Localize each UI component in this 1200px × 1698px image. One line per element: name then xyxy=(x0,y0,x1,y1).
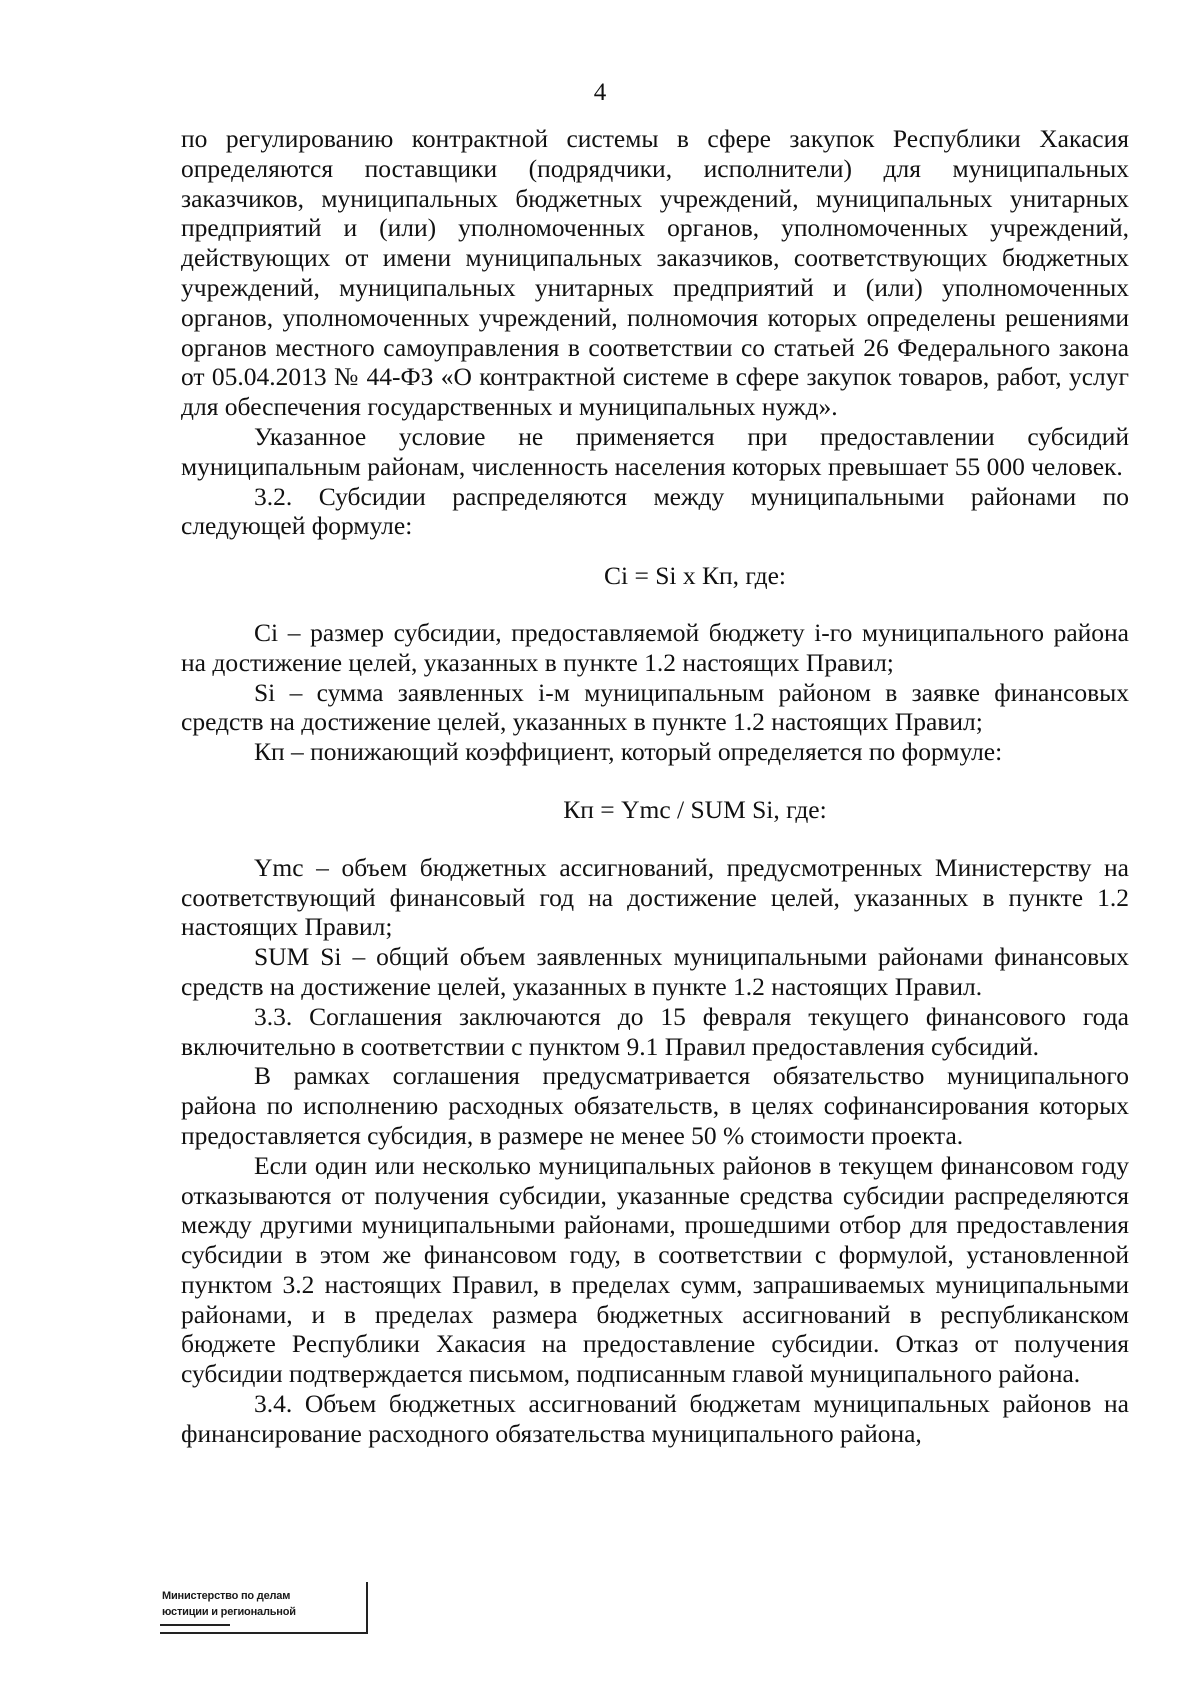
paragraph-agreement-obligation: В рамках соглашения предусматривается обязательство муниципального района по исполнению расходных обязательств, в целях софинансирования которых предоставляется субсидия, в размере не менее 50 % стоимости проекта. xyxy=(181,1061,1129,1150)
paragraph-condition-exception: Указанное условие не применяется при предоставлении субсидий муниципальным районам, численность населения которых превышает 55 000 человек. xyxy=(181,421,1129,481)
formula-coefficient: Кп = Ymc / SUM Si, где: xyxy=(563,794,827,824)
paragraph-refusal: Если один или несколько муниципальных районов в текущем финансовом году отказываются от получения субсидии, указанные средства субсидии распределяются между другими муниципальными районами, прошедшими отбор для предоставления субсидии в этом же финансовом году, в соответствии с формулой, установленной пунктом 3.2 настоящих Правил, в пределах сумм, запрашиваемых муниципальными районами, и в пределах размера бюджетных ассигнований в республиканском бюджете Республики Хакасия на предоставление субсидии. Отказ от получения субсидии подтверждается письмом, подписанным главой муниципального района. xyxy=(181,1150,1129,1389)
definition-kp: Кп – понижающий коэффициент, который определяется по формуле: xyxy=(254,737,1003,767)
document-body xyxy=(181,124,1129,1449)
page-number: 4 xyxy=(593,79,607,106)
definition-sum-si: SUM Si – общий объем заявленных муниципальными районами финансовых средств на достижение целей, указанных в пункте 1.2 настоящих Правил. xyxy=(181,942,1129,1001)
paragraph-3-4: 3.4. Объем бюджетных ассигнований бюджетам муниципальных районов на финансирование расходного обязательства муниципального района, xyxy=(181,1389,1129,1448)
stamp-line-2: юстиции и региональной xyxy=(162,1606,296,1618)
stamp-line-1: Министерство по делам xyxy=(162,1590,291,1602)
paragraph-continuation: по регулированию контрактной системы в сфере закупок Республики Хакасия определяются поставщики (подрядчики, исполнители) для муниципальных заказчиков, муниципальных бюджетных учреждений, муниципальных унитарных предприятий и (или) уполномоченных органов, уполномоченных учреждений, действующих от имени муниципальных заказчиков, соответствующих бюджетных учреждений, муниципальных унитарных предприятий и (или) уполномоченных органов, уполномоченных учреждений, полномочия которых определены решениями органов местного самоуправления в соответствии со статьей 26 Федерального закона от 05.04.2013 № 44-ФЗ «О контрактной системе в сфере закупок товаров, работ, услуг для обеспечения государственных и муниципальных нужд». xyxy=(181,124,1129,422)
formula-subsidy: Ci = Si x Кп, где: xyxy=(604,561,786,591)
stamp-underline xyxy=(160,1624,230,1626)
paragraph-3-3: 3.3. Соглашения заключаются до 15 февраля текущего финансового года включительно в соответствии с пунктом 9.1 Правил предоставления субсидий. xyxy=(181,1001,1129,1061)
paragraph-3-2: 3.2. Субсидии распределяются между муниципальными районами по следующей формуле: xyxy=(181,481,1129,541)
definition-ci: Ci – размер субсидии, предоставляемой бюджету i-го муниципального района на достижение целей, указанных в пункте 1.2 настоящих Правил; xyxy=(181,617,1129,677)
ministry-stamp xyxy=(160,1582,368,1634)
definition-ymc: Ymc – объем бюджетных ассигнований, предусмотренных Министерству на соответствующий финансовый год на достижение целей, указанных в пункте 1.2 настоящих Правил; xyxy=(181,852,1129,942)
definition-si: Si – сумма заявленных i-м муниципальным районом в заявке финансовых средств на достижение целей, указанных в пункте 1.2 настоящих Правил; xyxy=(181,677,1129,737)
